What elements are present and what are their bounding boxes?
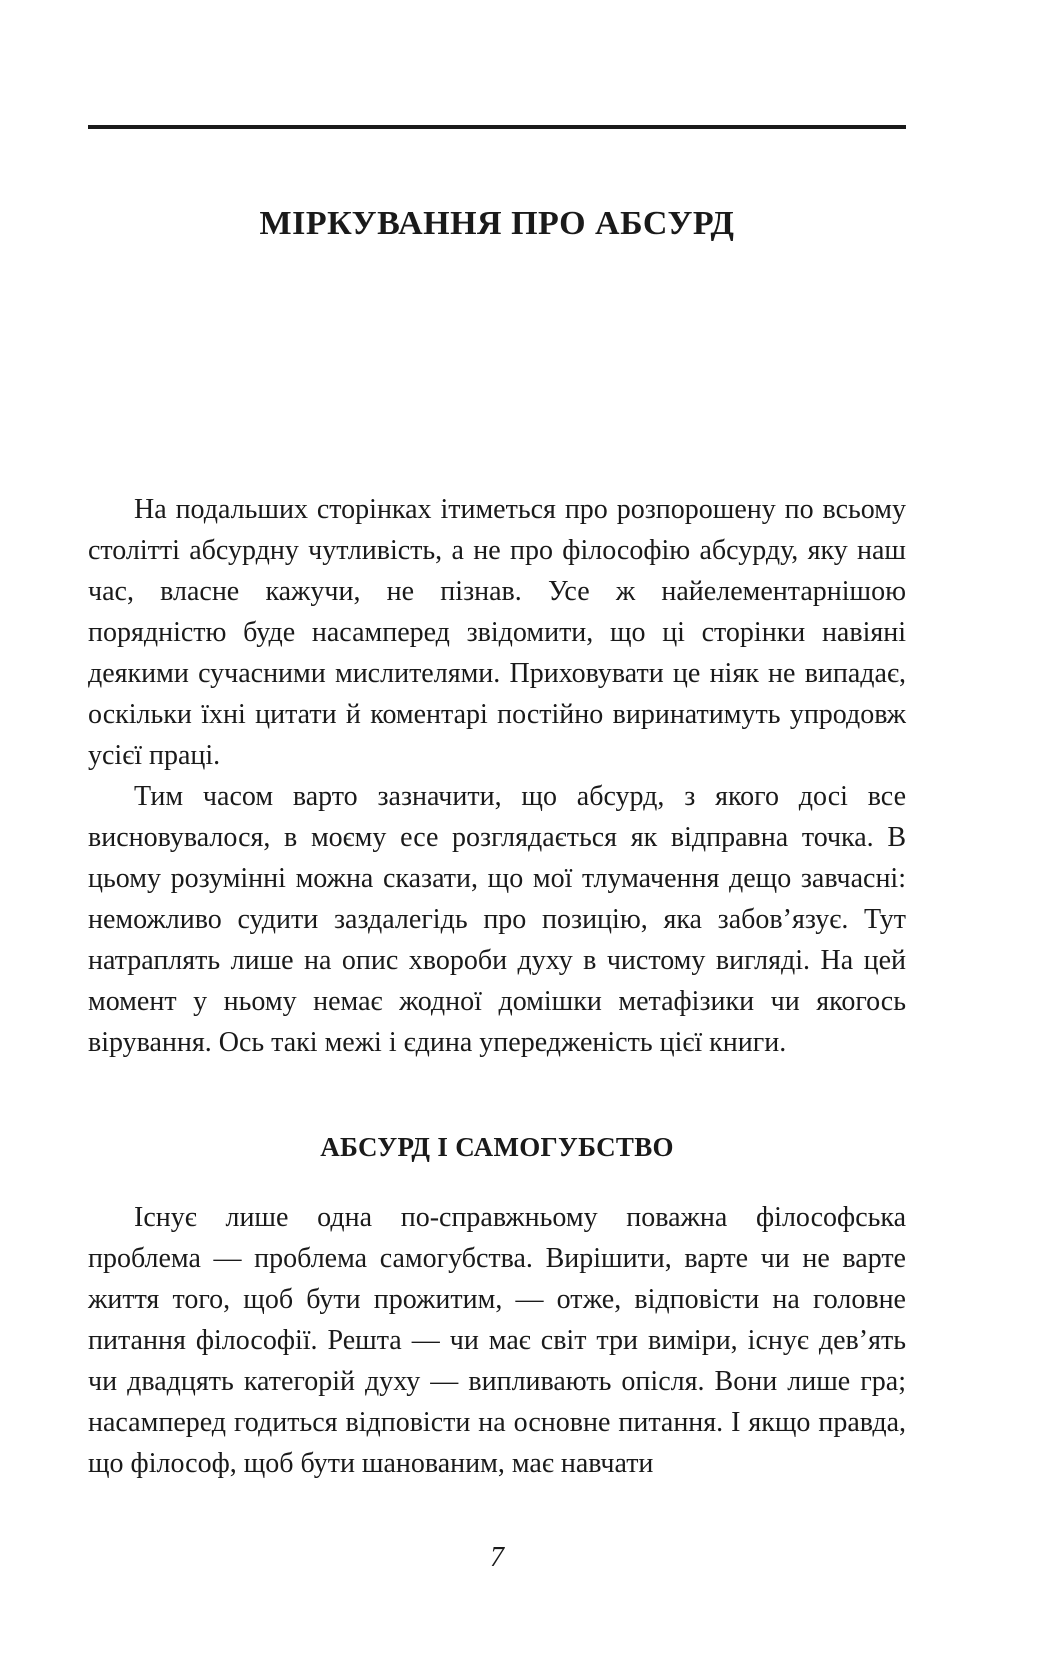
page-number: 7 — [490, 1542, 504, 1573]
section-text — [88, 1197, 906, 1484]
paragraph: Існує лише одна по-справжньому поважна філософська проблема — проблема самогубства. Вирішити, варте чи не варте життя того, щоб бути прожитим, — отже, відповісти на головне питання філософії. Решта — чи має світ три виміри, існує дев’ять чи двадцять категорій духу — випливають опісля. Вони лише гра; насамперед годиться відповісти на основне питання. І якщо правда, що філософ, щоб бути шанованим, має навчати — [88, 1202, 906, 1479]
paragraph: Тим часом варто зазначити, що абсурд, з якого досі все висновувалося, в моєму есе розглядається як відправна точка. В цьому розумінні можна сказати, що мої тлумачення дещо завчасні: неможливо судити заздалегідь про позицію, яка забов’язує. Тут натраплять лише на опис хвороби духу в чистому вигляді. На цей момент у ньому немає жодної домішки метафізики чи якогось вірування. Ось такі межі і єдина упередженість цієї книги. — [88, 781, 906, 1058]
paragraph: На подальших сторінках ітиметься про розпорошену по всьому столітті абсурдну чутливість, а не про філософію абсурду, яку наш час, власне кажучи, не пізнав. Усе ж найелементарнішою порядністю буде насамперед звідомити, що ці сторінки навіяні деякими сучасними мислителями. Приховувати це ніяк не випадає, оскільки їхні цитати й коментарі постійно виринатимуть упродовж усієї праці. — [88, 494, 906, 771]
section-title: АБСУРД І САМОГУБСТВО — [320, 1132, 674, 1162]
intro-text — [88, 489, 906, 1063]
top-rule — [88, 125, 906, 129]
chapter-title: МІРКУВАННЯ ПРО АБСУРД — [259, 205, 735, 242]
